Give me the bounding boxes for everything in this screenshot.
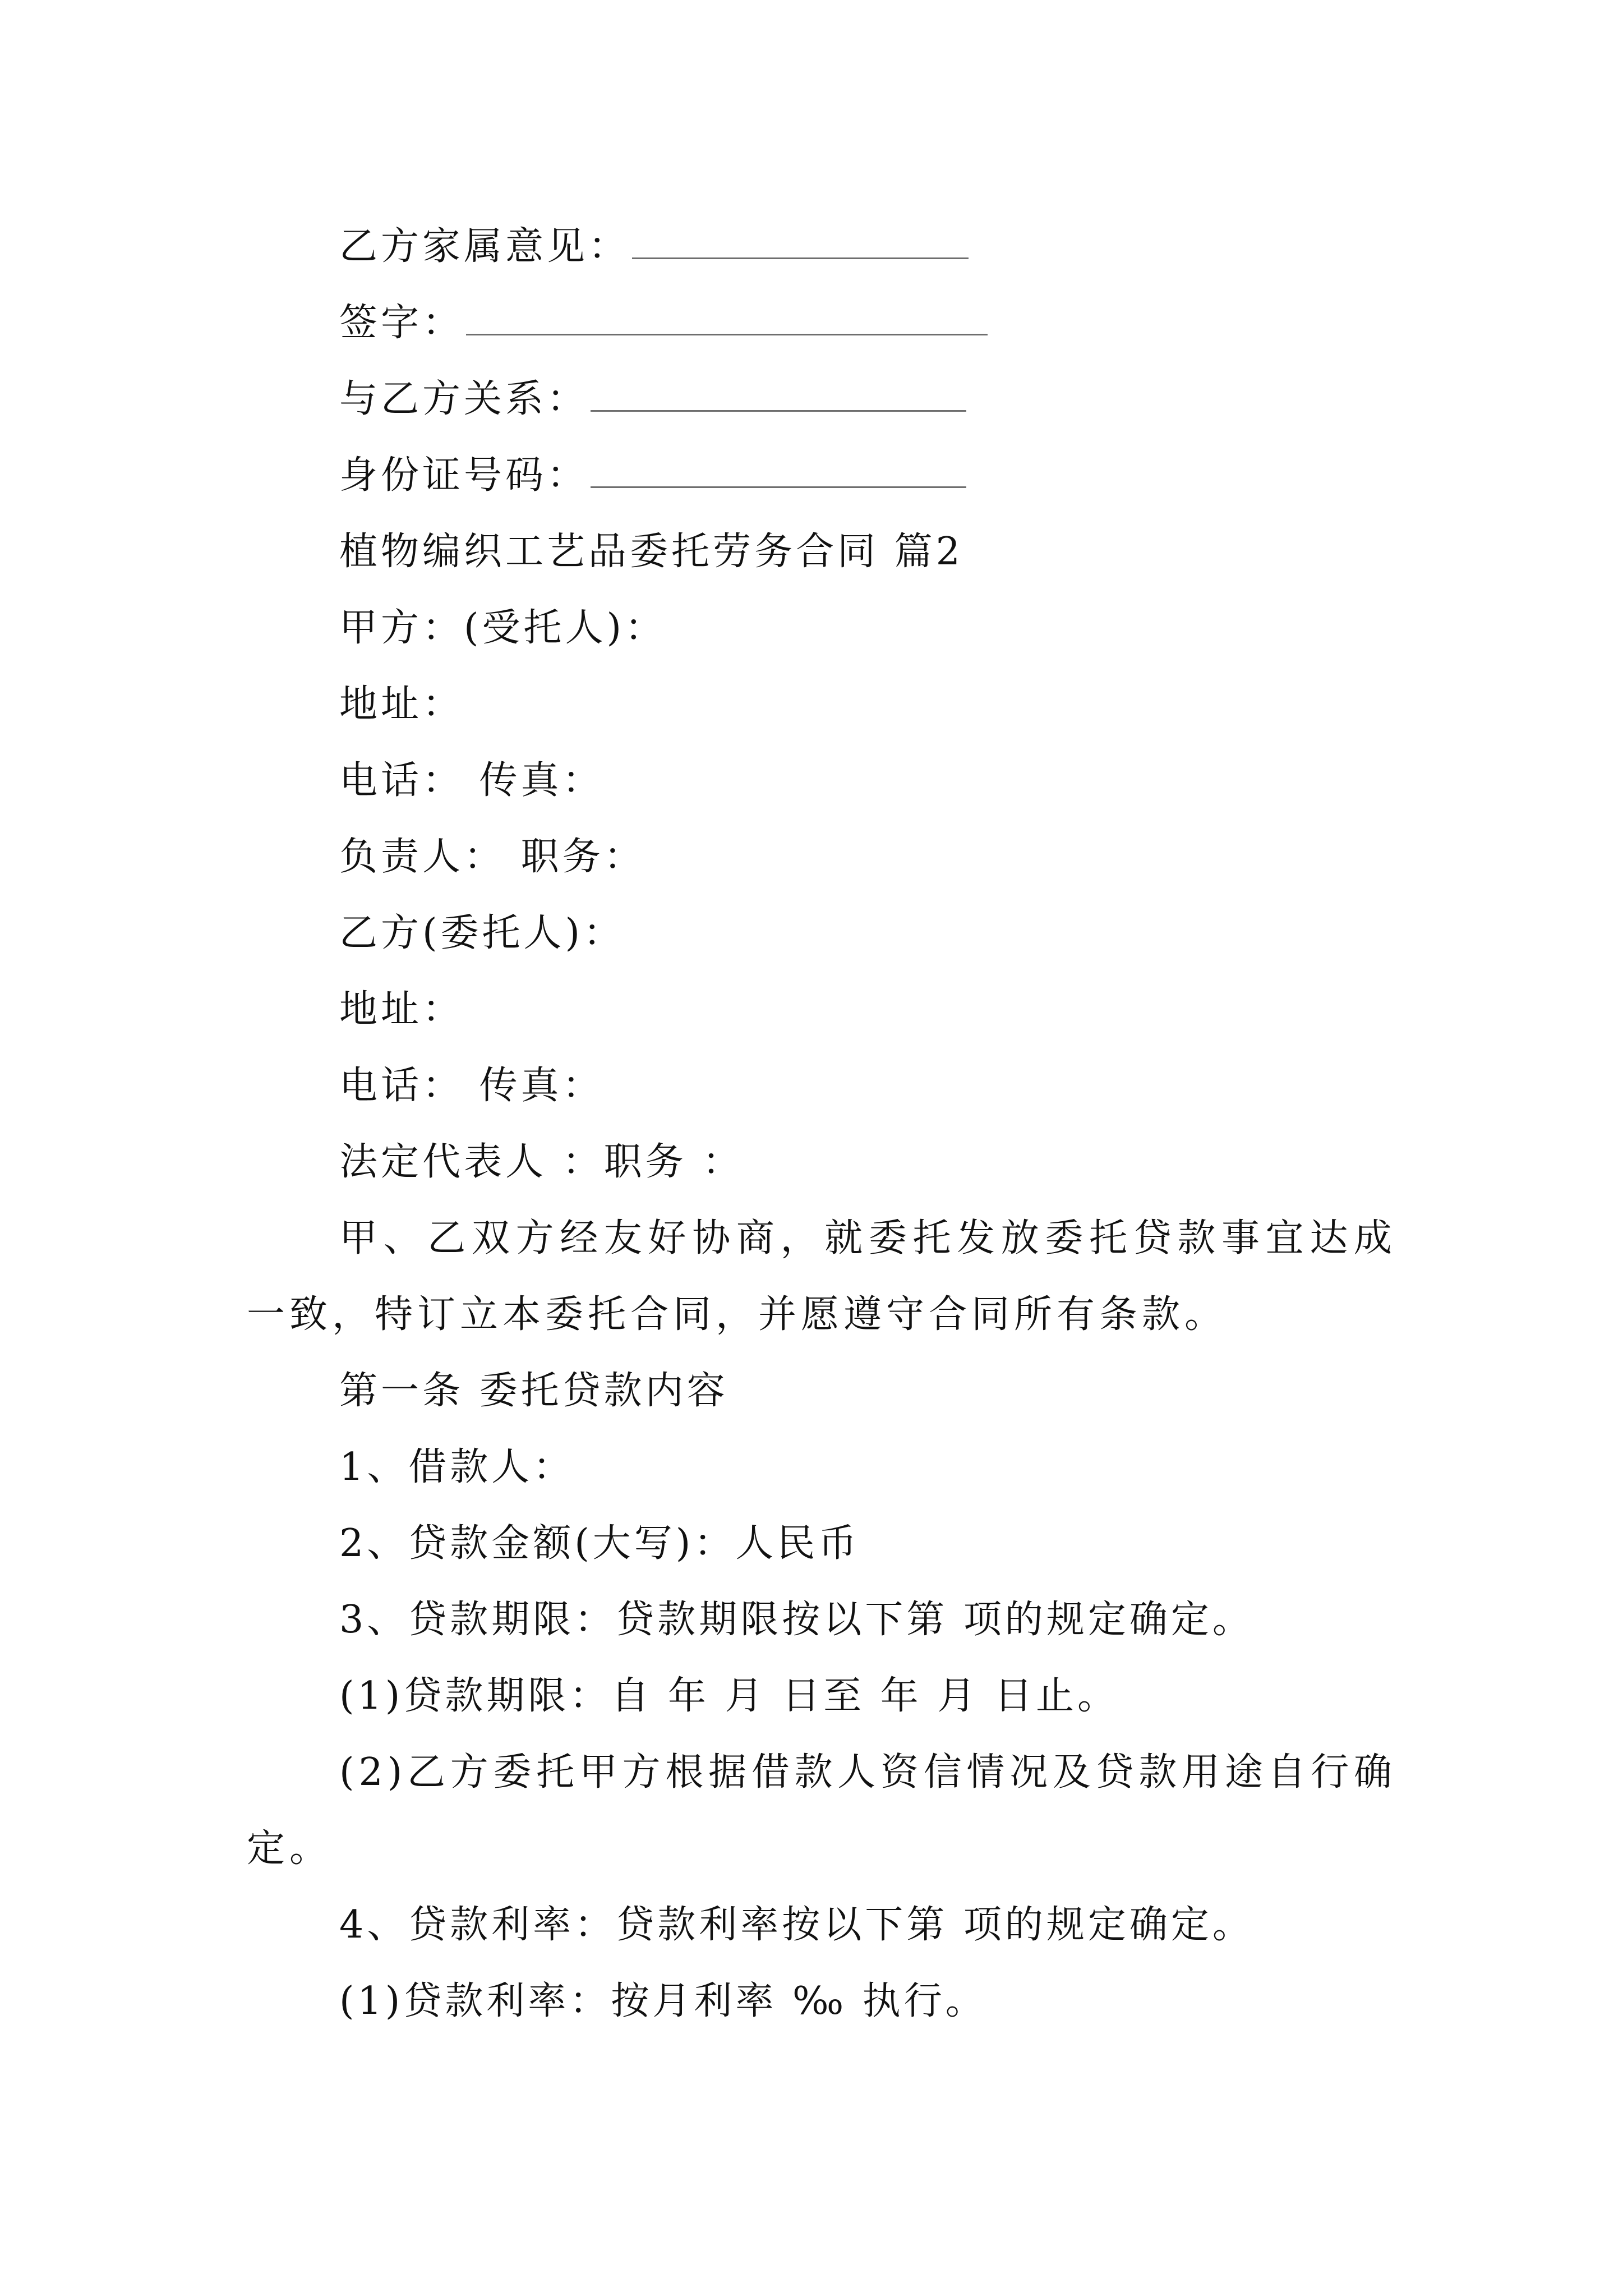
preamble-paragraph: 甲、乙双方经友好协商，就委托发放委托贷款事宜达成一致，特订立本委托合同，并愿遵守合同所有条款。 [247,1216,1396,1337]
item2-amount: 2、贷款金额(大写)：人民币 [339,1521,860,1566]
party-a-phone-fax: 电话： 传真： [339,758,604,803]
party-a-address: 地址： [339,682,464,726]
relationship-label: 与乙方关系： [339,377,589,421]
signature-label: 签字： [339,301,464,345]
relationship-blank [591,376,966,412]
family-opinion-line [247,209,1396,285]
party-b-address: 地址： [339,987,464,1032]
item4-rate: 4、贷款利率：贷款利率按以下第 项的规定确定。 [339,1903,1254,1947]
item1-borrower: 1、借款人： [339,1445,575,1489]
party-b-phone-fax: 电话： 传真： [339,1064,604,1108]
signature-line [247,285,1396,361]
id-number-line [247,438,1396,514]
contract-title: 植物编织工艺品委托劳务合同 篇2 [339,530,963,574]
family-opinion-blank [632,224,969,259]
party-a-heading: 甲方：(受托人)： [339,606,667,650]
party-b-heading: 乙方(委托人)： [339,911,625,955]
item3-sub1: (1)贷款期限：自 年 月 日至 年 月 日止。 [339,1674,1119,1718]
item3-sub2-paragraph: (2)乙方委托甲方根据借款人资信情况及贷款用途自行确定。 [247,1750,1396,1871]
id-number-blank [591,453,966,488]
item3-term: 3、贷款期限：贷款期限按以下第 项的规定确定。 [339,1598,1254,1642]
signature-blank [466,300,988,335]
item4-sub1: (1)贷款利率：按月利率 ‰ 执行。 [339,1979,987,2023]
party-b-rep-position: 法定代表人 ：职务 ： [339,1140,744,1184]
family-opinion-label: 乙方家属意见： [339,224,630,269]
article1-title: 第一条 委托贷款内容 [339,1369,728,1413]
document-body [247,209,1396,2040]
party-a-person-position: 负责人： 职务： [339,835,645,879]
relationship-line [247,361,1396,438]
id-number-label: 身份证号码： [339,453,589,498]
